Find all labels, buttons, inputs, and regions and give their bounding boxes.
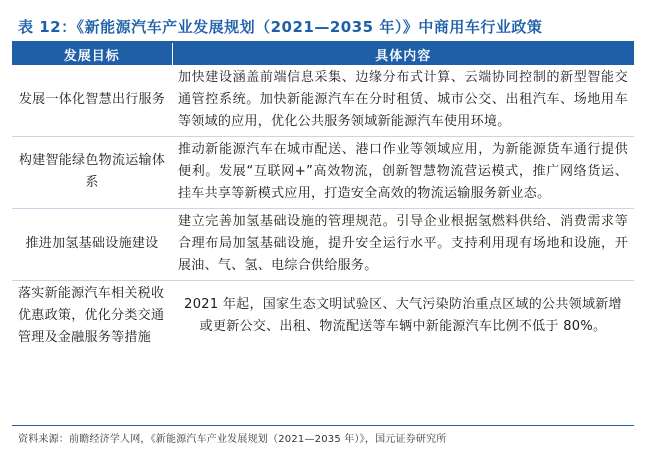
row-content: 加快建设涵盖前端信息采集、边缘分布式计算、云端协同控制的新型智能交通管控系统。加快新能源汽车在分时租赁、城市公交、出租汽车、场地用车等领域的应用，优化公共服务领域新能源汽车使用环境。 bbox=[172, 65, 634, 137]
row-content: 2021 年起，国家生态文明试验区、大气污染防治重点区域的公共领域新增或更新公交、出租、物流配送等车辆中新能源汽车比例不低于 80%。 bbox=[184, 297, 622, 334]
table-header-row bbox=[12, 43, 634, 65]
header-content: 具体内容 bbox=[172, 43, 634, 65]
previous-page-text-clip bbox=[0, 0, 645, 6]
table-row bbox=[12, 65, 634, 137]
policy-table bbox=[12, 43, 634, 352]
table-row bbox=[12, 137, 634, 209]
row-goal: 发展一体化智慧出行服务 bbox=[12, 65, 172, 137]
table-row bbox=[12, 281, 634, 353]
row-goal: 构建智能绿色物流运输体系 bbox=[12, 137, 172, 209]
source-note: 资料来源：前瞻经济学人网，《新能源汽车产业发展规划（2021—2035 年）》，国元证券研究所 bbox=[18, 434, 447, 445]
row-content: 推动新能源汽车在城市配送、港口作业等领域应用，为新能源货车通行提供便利。发展“互联网+”高效物流，创新智慧物流营运模式，推广网络货运、挂车共享等新模式应用，打造安全高效的物流运输服务新业态。 bbox=[172, 137, 634, 209]
table-bottom-divider bbox=[12, 425, 634, 426]
table-row bbox=[12, 209, 634, 281]
row-goal: 落实新能源汽车相关税收优惠政策，优化分类交通管理及金融服务等措施 bbox=[18, 286, 165, 345]
header-goal: 发展目标 bbox=[12, 43, 172, 65]
row-content: 建立完善加氢基础设施的管理规范。引导企业根据氢燃料供给、消费需求等合理布局加氢基础设施，提升安全运行水平。支持利用现有场地和设施，开展油、气、氢、电综合供给服务。 bbox=[172, 209, 634, 281]
row-goal: 推进加氢基础设施建设 bbox=[12, 209, 172, 281]
table-title: 表 12：《新能源汽车产业发展规划（2021—2035 年）》中商用车行业政策 bbox=[18, 18, 543, 36]
